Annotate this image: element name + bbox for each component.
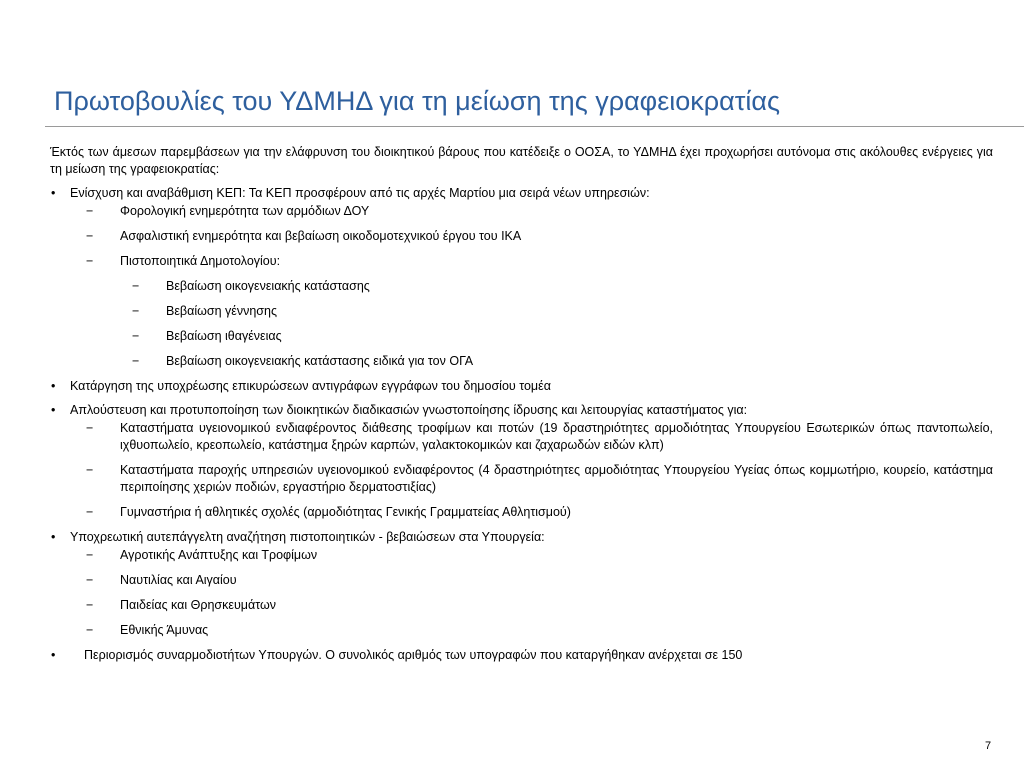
- dash-marker: −: [132, 304, 140, 318]
- bullet-simplification: [50, 402, 993, 419]
- sub-item: [50, 253, 993, 270]
- sub-sub-item: [50, 278, 993, 295]
- sub-item: [50, 622, 993, 639]
- bullet-abolish-certification: [50, 378, 993, 395]
- dash-marker: −: [132, 279, 140, 293]
- bullet-kep: [50, 185, 993, 202]
- dash-marker: −: [86, 254, 94, 268]
- dash-marker: −: [86, 548, 94, 562]
- bullet-text: Κατάργηση της υποχρέωσης επικυρώσεων αντιγράφων εγγράφων του δημοσίου τομέα: [70, 379, 551, 393]
- dash-marker: −: [86, 598, 94, 612]
- sub-item: [50, 228, 993, 245]
- sub-sub-item-text: Βεβαίωση οικογενειακής κατάστασης ειδικά για τον ΟΓΑ: [166, 354, 474, 368]
- sub-item-text: Παιδείας και Θρησκευμάτων: [120, 598, 276, 612]
- sub-item-text: Καταστήματα υγειονομικού ενδιαφέροντος διάθεσης τροφίμων και ποτών (19 δραστηριότητες αρμοδιότητας Υπουργείου Εσωτερικών όπως παντοπωλείο, ιχθυοπωλείο, κρεοπωλείο, κατάστημα ξηρών καρπών, γαλακτοκομικών και ζαχαρωδών ειδών κλπ): [120, 421, 993, 452]
- sub-sub-item-text: Βεβαίωση γέννησης: [166, 304, 277, 318]
- sub-item-text: Φορολογική ενημερότητα των αρμόδιων ΔΟΥ: [120, 204, 370, 218]
- sub-item-text: Καταστήματα παροχής υπηρεσιών υγειονομικού ενδιαφέροντος (4 δραστηριότητες αρμοδιότητας Υπουργείου Υγείας όπως κομμωτήριο, κουρείο, κατάστημα περιποίησης χεριών ποδιών, εργαστήριο δερματοστιξίας): [120, 463, 993, 494]
- dash-marker: −: [86, 623, 94, 637]
- bullet-co-competences: [50, 647, 993, 664]
- bullet-text: Ενίσχυση και αναβάθμιση ΚΕΠ: Τα ΚΕΠ προσφέρουν από τις αρχές Μαρτίου μια σειρά νέων υπηρεσιών:: [70, 186, 650, 200]
- bullet-text: Περιορισμός συναρμοδιοτήτων Υπουργών. Ο συνολικός αριθμός των υπογραφών που καταργήθηκαν ανέρχεται σε 150: [84, 648, 743, 662]
- title-divider: [45, 126, 1024, 127]
- intro-paragraph: Έκτός των άμεσων παρεμβάσεων για την ελάφρυνση του διοικητικού βάρους που κατέδειξε ο ΟΟΣΑ, το ΥΔΜΗΔ έχει προχωρήσει αυτόνομα στις ακόλουθες ενέργειες για τη μείωση της γραφειοκρατίας:: [50, 145, 993, 176]
- bullet-text: Απλούστευση και προτυποποίηση των διοικητικών διαδικασιών γνωστοποίησης ίδρυσης και λειτουργίας καταστήματος για:: [70, 403, 748, 417]
- slide-body: [50, 144, 993, 664]
- dash-marker: −: [86, 505, 94, 519]
- sub-sub-item: [50, 328, 993, 345]
- sub-item: [50, 203, 993, 220]
- dash-marker: −: [86, 421, 94, 435]
- sub-item-text: Γυμναστήρια ή αθλητικές σχολές (αρμοδιότητας Γενικής Γραμματείας Αθλητισμού): [120, 505, 571, 519]
- sub-item-text: Ασφαλιστική ενημερότητα και βεβαίωση οικοδομοτεχνικού έργου του ΙΚΑ: [120, 229, 522, 243]
- bullet-text: Υποχρεωτική αυτεπάγγελτη αναζήτηση πιστοποιητικών - βεβαιώσεων στα Υπουργεία:: [70, 530, 545, 544]
- dash-marker: −: [86, 204, 94, 218]
- sub-item: [50, 597, 993, 614]
- bullet-ex-officio-search: [50, 529, 993, 546]
- sub-item: [50, 420, 993, 454]
- bullet-marker: •: [51, 403, 56, 417]
- sub-sub-item-text: Βεβαίωση οικογενειακής κατάστασης: [166, 279, 370, 293]
- sub-item-text: Αγροτικής Ανάπτυξης και Τροφίμων: [120, 548, 318, 562]
- bullet-marker: •: [51, 186, 56, 200]
- dash-marker: −: [132, 354, 140, 368]
- sub-item: [50, 572, 993, 589]
- sub-item-text: Πιστοποιητικά Δημοτολογίου:: [120, 254, 281, 268]
- slide-title: Πρωτοβουλίες του ΥΔΜΗΔ για τη μείωση της γραφειοκρατίας: [54, 86, 780, 116]
- bullet-marker: •: [51, 648, 56, 662]
- dash-marker: −: [132, 329, 140, 343]
- dash-marker: −: [86, 573, 94, 587]
- dash-marker: −: [86, 229, 94, 243]
- sub-sub-item: [50, 303, 993, 320]
- sub-item: [50, 462, 993, 496]
- sub-sub-item-text: Βεβαίωση ιθαγένειας: [166, 329, 282, 343]
- sub-item-text: Ναυτιλίας και Αιγαίου: [120, 573, 237, 587]
- page-number: 7: [985, 740, 992, 752]
- sub-item: [50, 504, 993, 521]
- sub-item-text: Εθνικής Άμυνας: [120, 623, 209, 637]
- bullet-marker: •: [51, 530, 56, 544]
- dash-marker: −: [86, 463, 94, 477]
- sub-item: [50, 547, 993, 564]
- bullet-marker: •: [51, 379, 56, 393]
- sub-sub-item: [50, 353, 993, 370]
